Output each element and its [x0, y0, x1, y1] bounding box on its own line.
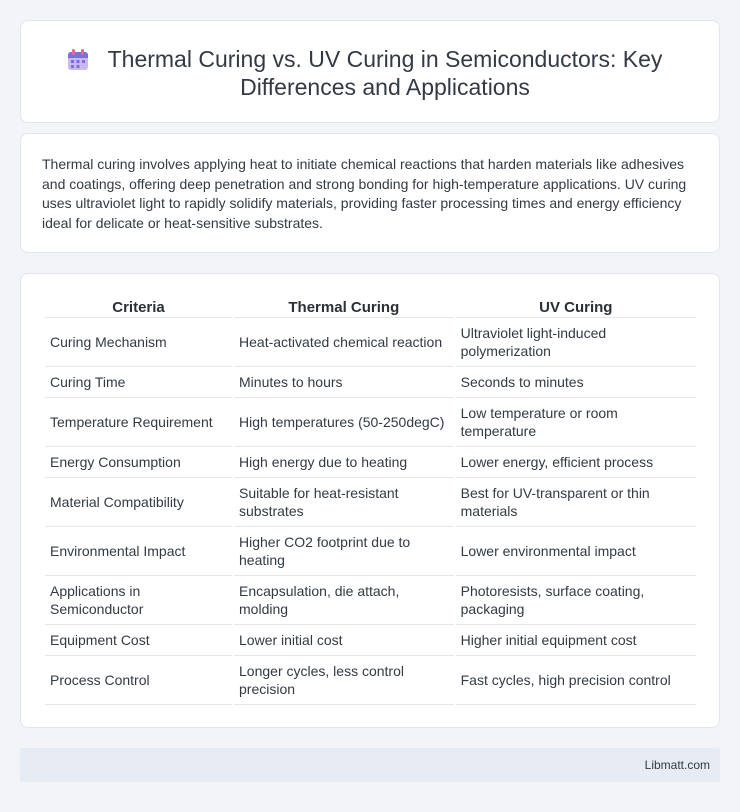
header-thermal-curing: Thermal Curing	[234, 295, 454, 318]
table-row	[45, 367, 696, 398]
intro-text: Thermal curing involves applying heat to initiate chemical reactions that harden materials like adhesives and coatings, offering deep penetration and strong bonding for high-temperature applications. UV curing uses ultraviolet light to rapidly solidify materials, providing faster processing times and energy efficiency ideal for delicate or heat-sensitive substrates.	[42, 156, 687, 231]
header-criteria: Criteria	[45, 295, 232, 318]
table-row	[45, 398, 696, 447]
header-uv-curing: UV Curing	[456, 295, 696, 318]
criteria-cell: Applications in Semiconductor	[45, 576, 232, 625]
criteria-cell: Equipment Cost	[45, 625, 232, 656]
criteria-cell: Curing Mechanism	[45, 318, 232, 367]
table-row	[45, 656, 696, 705]
thermal-cell: Suitable for heat-resistant substrates	[234, 478, 454, 527]
thermal-cell: Lower initial cost	[234, 625, 454, 656]
thermal-cell: Heat-activated chemical reaction	[234, 318, 454, 367]
uv-cell: Lower environmental impact	[456, 527, 696, 576]
criteria-cell: Material Compatibility	[45, 478, 232, 527]
thermal-cell: Higher CO2 footprint due to heating	[234, 527, 454, 576]
page-title: Thermal Curing vs. UV Curing in Semiconductors: Key Differences and Applications	[107, 46, 663, 100]
criteria-cell: Temperature Requirement	[45, 398, 232, 447]
table-row	[45, 527, 696, 576]
thermal-cell: Minutes to hours	[234, 367, 454, 398]
criteria-cell: Environmental Impact	[45, 527, 232, 576]
comparison-table	[43, 295, 698, 705]
footer-site-link[interactable]: Libmatt.com	[644, 758, 710, 772]
criteria-cell: Curing Time	[45, 367, 232, 398]
table-row	[45, 625, 696, 656]
uv-cell: Fast cycles, high precision control	[456, 656, 696, 705]
uv-cell: Higher initial equipment cost	[456, 625, 696, 656]
criteria-cell: Process Control	[45, 656, 232, 705]
thermal-cell: Encapsulation, die attach, molding	[234, 576, 454, 625]
table-row	[45, 478, 696, 527]
table-row	[45, 576, 696, 625]
thermal-cell: Longer cycles, less control precision	[234, 656, 454, 705]
table-header-row	[45, 295, 696, 318]
table-row	[45, 318, 696, 367]
criteria-cell: Energy Consumption	[45, 447, 232, 478]
title-card	[20, 20, 720, 123]
intro-card	[20, 133, 720, 253]
uv-cell: Seconds to minutes	[456, 367, 696, 398]
thermal-cell: High energy due to heating	[234, 447, 454, 478]
comparison-card	[20, 273, 720, 728]
table-row	[45, 447, 696, 478]
footer	[20, 748, 720, 782]
uv-cell: Lower energy, efficient process	[456, 447, 696, 478]
thermal-cell: High temperatures (50-250degC)	[234, 398, 454, 447]
uv-cell: Photoresists, surface coating, packaging	[456, 576, 696, 625]
uv-cell: Low temperature or room temperature	[456, 398, 696, 447]
uv-cell: Best for UV-transparent or thin materials	[456, 478, 696, 527]
uv-cell: Ultraviolet light-induced polymerization	[456, 318, 696, 367]
